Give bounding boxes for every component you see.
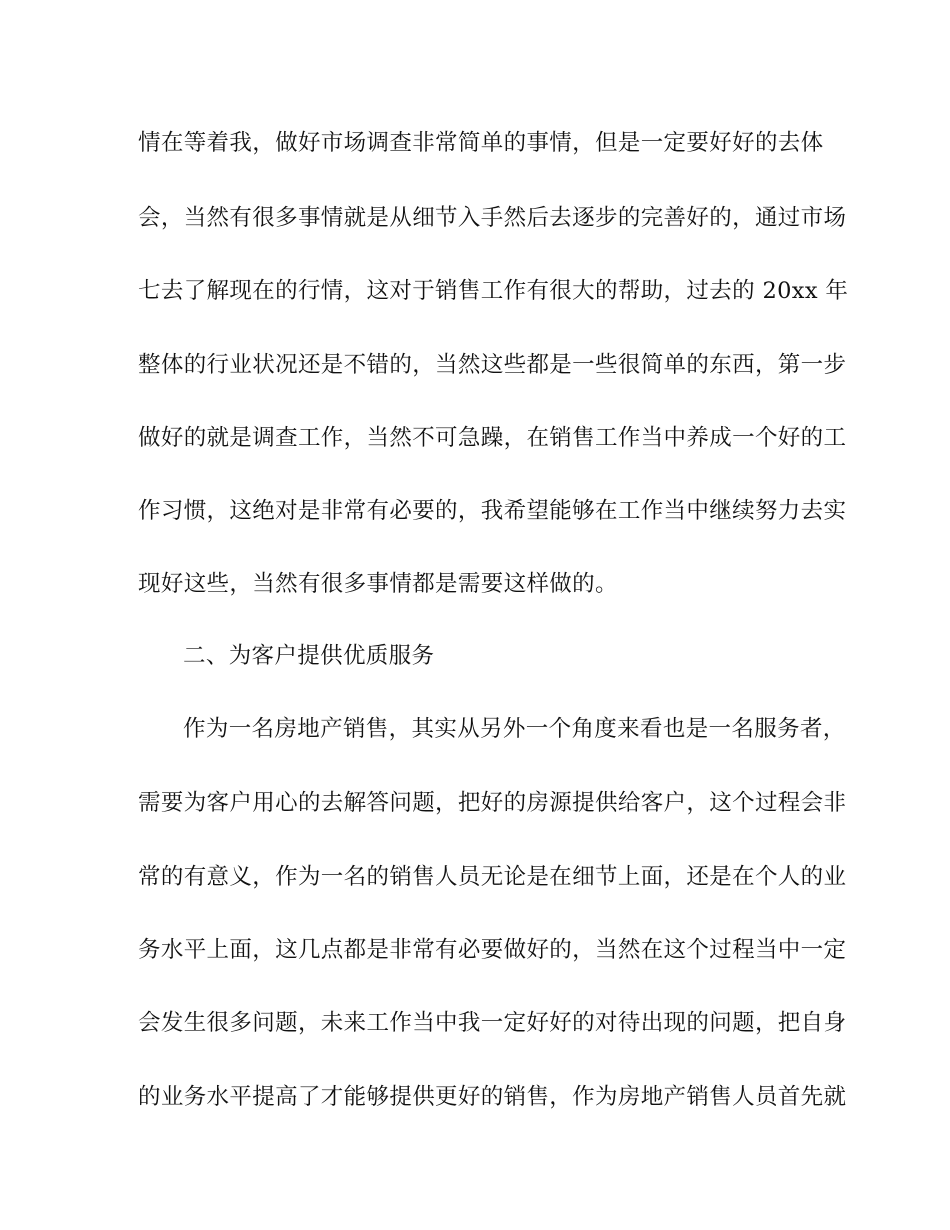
paragraph-line: 情在等着我，做好市场调查非常简单的事情，但是一定要好好的去体 (138, 130, 824, 156)
paragraph-line: 作为一名房地产销售，其实从另外一个角度来看也是一名服务者， (183, 716, 846, 742)
paragraph-line: 常的有意义，作为一名的销售人员无论是在细节上面，还是在个人的业 (138, 864, 847, 890)
paragraph-line: 作习惯，这绝对是非常有必要的，我希望能够在工作当中继续努力去实 (138, 498, 847, 524)
paragraph-line: 的业务水平提高了才能够提供更好的销售，作为房地产销售人员首先就 (138, 1084, 847, 1110)
paragraph-line: 会，当然有很多事情就是从细节入手然后去逐步的完善好的，通过市场 (138, 205, 847, 231)
paragraph-line: 七去了解现在的行情，这对于销售工作有很大的帮助，过去的 20xx 年 (138, 278, 849, 304)
paragraph-line: 做好的就是调查工作，当然不可急躁，在销售工作当中养成一个好的工 (138, 425, 847, 451)
paragraph-line: 需要为客户用心的去解答问题，把好的房源提供给客户，这个过程会非 (138, 790, 847, 816)
paragraph-line: 整体的行业状况还是不错的，当然这些都是一些很简单的东西，第一步 (138, 352, 847, 378)
paragraph-line: 现好这些，当然有很多事情都是需要这样做的。 (138, 571, 618, 597)
paragraph-line: 会发生很多问题，未来工作当中我一定好好的对待出现的问题，把自身 (138, 1010, 847, 1036)
section-heading: 二、为客户提供优质服务 (183, 643, 435, 669)
paragraph-line: 务水平上面，这几点都是非常有必要做好的，当然在这个过程当中一定 (138, 937, 847, 963)
